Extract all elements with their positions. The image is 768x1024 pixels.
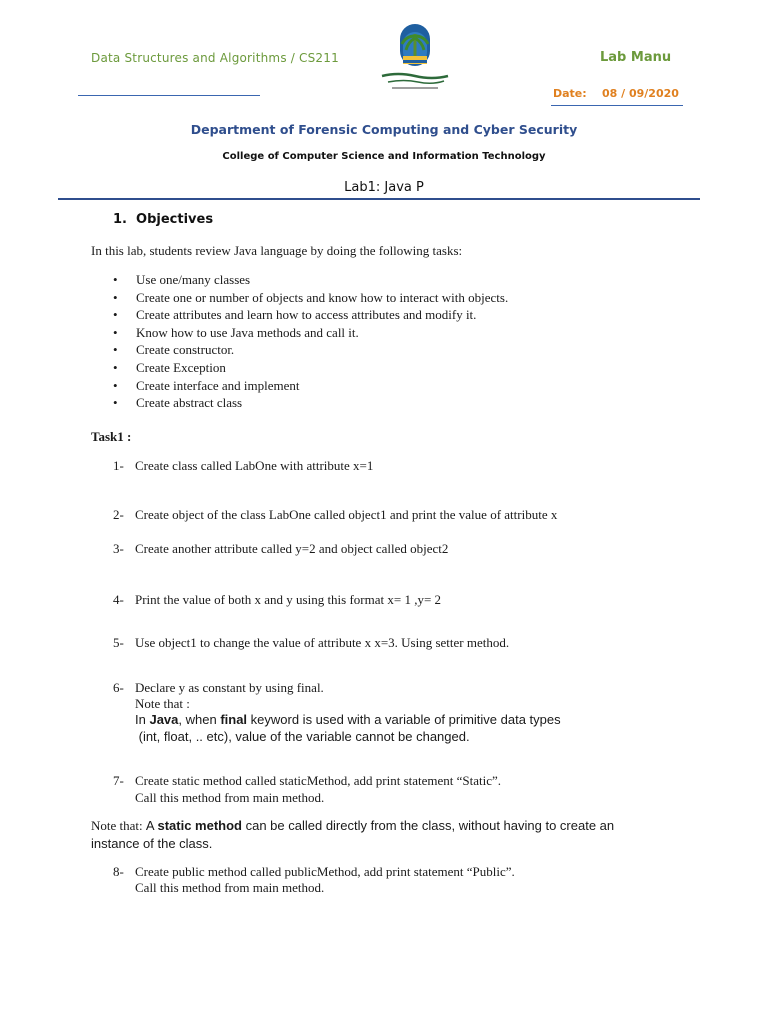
university-logo <box>378 22 452 98</box>
step-number: 8- <box>113 864 124 879</box>
step-text-line2: Call this method from main method. <box>135 790 325 805</box>
task1-heading: Task1 : <box>91 429 132 444</box>
step-number: 4- <box>113 592 124 607</box>
static-method-note <box>91 817 691 852</box>
note-text <box>135 712 561 729</box>
step-number: 7- <box>113 773 124 788</box>
lab-manual-label: Lab Manu <box>600 50 672 65</box>
note-rest: can be called directly from the class, without having to create an <box>241 818 615 833</box>
note-label: Note that : <box>135 696 190 711</box>
note-in: In <box>135 712 150 727</box>
step-text: Declare y as constant by using final. <box>135 680 324 695</box>
note-rest: keyword is used with a variable of primitive data types <box>247 712 561 727</box>
list-item: • Create one or number of objects and know how to interact with objects. <box>113 289 508 307</box>
objectives-intro: In this lab, students review Java language by doing the following tasks: <box>91 243 463 258</box>
note-lead: Note that: <box>91 818 146 833</box>
note-bold: static method <box>157 818 242 833</box>
step-number: 6- <box>113 680 124 695</box>
step-text-line2: Call this method from main method. <box>135 880 325 895</box>
step-text: Print the value of both x and y using this format x= 1 ,y= 2 <box>135 592 442 607</box>
list-item: • Use one/many classes <box>113 271 508 289</box>
college-title: College of Computer Science and Information Technology <box>222 151 546 162</box>
department-title: Department of Forensic Computing and Cyber Security <box>190 122 578 137</box>
objectives-list <box>113 271 508 412</box>
note-java: Java <box>149 712 179 727</box>
date-label: Date: <box>553 87 587 100</box>
note-line2: instance of the class. <box>91 835 213 851</box>
step-text: Create another attribute called y=2 and object called object2 <box>135 541 449 556</box>
step-text: Use object1 to change the value of attribute x x=3. Using setter method. <box>135 635 510 650</box>
note-final: final <box>220 712 248 727</box>
step-number: 5- <box>113 635 124 650</box>
header-rule-left <box>78 95 260 96</box>
course-title: Data Structures and Algorithms / CS211 <box>91 51 339 65</box>
step-number: 3- <box>113 541 124 556</box>
step-number: 1- <box>113 458 124 473</box>
step-text: Create static method called staticMethod, add print statement “Static”. <box>135 773 502 788</box>
list-item: • Create constructor. <box>113 341 508 359</box>
date-field <box>553 87 679 100</box>
step-text: Create object of the class LabOne called object1 and print the value of attribute x <box>135 507 558 522</box>
note-text-line2: (int, float, .. etc), value of the variable cannot be changed. <box>135 729 470 744</box>
date-value: 08 / 09/2020 <box>602 87 679 100</box>
list-item: • Know how to use Java methods and call it. <box>113 324 508 342</box>
step-text: Create public method called publicMethod, add print statement “Public”. <box>135 864 515 879</box>
list-item: • Create interface and implement <box>113 377 508 395</box>
step-number: 2- <box>113 507 124 522</box>
step-text: Create class called LabOne with attribute x=1 <box>135 458 374 473</box>
header-rule-right <box>551 105 683 106</box>
list-item: • Create abstract class <box>113 394 508 412</box>
note-when: , when <box>178 712 221 727</box>
title-rule <box>58 198 700 200</box>
list-item: • Create attributes and learn how to access attributes and modify it. <box>113 306 508 324</box>
lab-title: Lab1: Java P <box>344 180 424 195</box>
objectives-heading: 1. Objectives <box>113 212 214 227</box>
note-prefix: A <box>145 818 158 833</box>
list-item: • Create Exception <box>113 359 508 377</box>
